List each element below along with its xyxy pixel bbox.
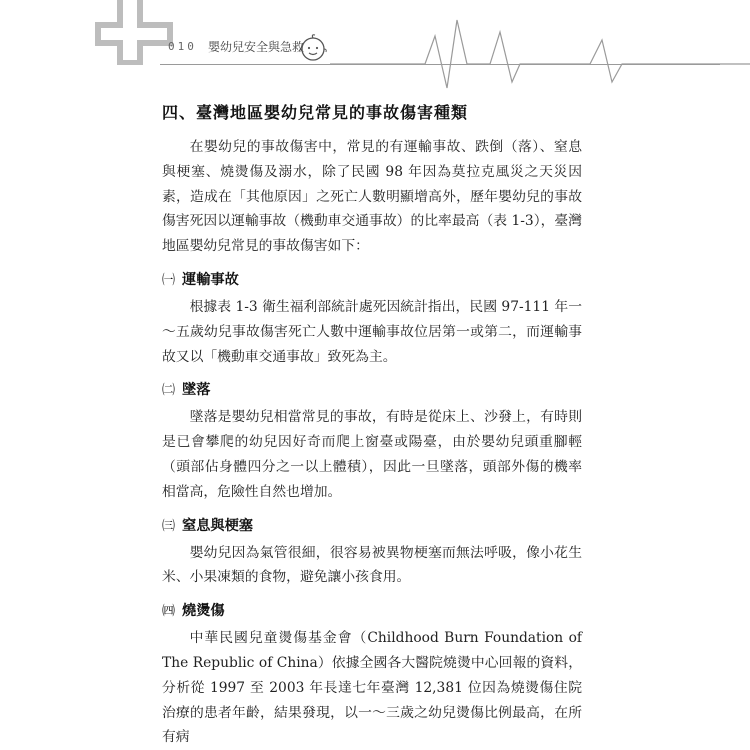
main-content: [162, 100, 582, 750]
section-title: 四、臺灣地區嬰幼兒常見的事故傷害種類: [162, 103, 469, 122]
cross-decoration-icon: [95, 0, 175, 65]
subsection-choking: [162, 515, 582, 591]
subsection-body: 中華民國兒童燙傷基金會（Childhood Burn Foundation of The Republic of China）依據全國各大醫院燒燙中心回報的資料，分析從 1997 至 2003 年長達七年臺灣 12,381 位因為燒燙傷住院治療的患者年齡，結果發現，以一～三歲之幼兒燙傷比例最高，在所有病: [162, 630, 582, 746]
subsection-number: ㈡: [162, 383, 176, 399]
subsection-title: 運輸事故: [182, 271, 239, 288]
header-divider: [160, 64, 720, 65]
subsection-title: 燒燙傷: [182, 603, 225, 620]
subsection-heading: [162, 379, 582, 399]
subsection-heading: [162, 515, 582, 535]
subsection-heading: [162, 269, 582, 289]
subsection-body: 嬰幼兒因為氣管很細，很容易被異物梗塞而無法呼吸，像小花生米、小果凍類的食物，避免讓小孩食用。: [162, 544, 582, 586]
subsection-falls: [162, 379, 582, 504]
subsection-number: ㈢: [162, 518, 176, 534]
book-title: 嬰幼兒安全與急救: [208, 40, 305, 54]
baby-face-icon: [296, 32, 330, 62]
subsection-body: 根據表 1-3 衛生福利部統計處死因統計指出，民國 97-111 年一～五歲幼兒事故傷害死亡人數中運輸事故位居第一或第二，而運輸事故又以「機動車交通事故」致死為主。: [162, 298, 582, 365]
subsection-transport: [162, 269, 582, 369]
page-number: 010: [168, 40, 197, 53]
subsection-number: ㈠: [162, 272, 176, 288]
subsection-title: 墜落: [182, 382, 211, 399]
heartbeat-line-icon: [330, 10, 750, 90]
subsection-body: 墜落是嬰幼兒相當常見的事故，有時是從床上、沙發上，有時則是已會攀爬的幼兒因好奇而爬上窗臺或陽臺，由於嬰幼兒頭重腳輕（頭部佔身體四分之一以上體積），因此一旦墜落，頭部外傷的機率相當高，危險性自然也增加。: [162, 409, 582, 500]
subsection-burns: [162, 600, 582, 750]
subsection-title: 窒息與梗塞: [182, 517, 253, 534]
subsection-number: ㈣: [162, 604, 176, 620]
intro-paragraph: 在嬰幼兒的事故傷害中，常見的有運輸事故、跌倒（落）、窒息與梗塞、燒燙傷及溺水，除了民國 98 年因為莫拉克風災之天災因素，造成在「其他原因」之死亡人數明顯增高外，歷年嬰幼兒的事故傷害死因以運輸事故（機動車交通事故）的比率最高（表 1-3），臺灣地區嬰幼兒常見的事故傷害如下：: [162, 139, 582, 255]
subsection-heading: [162, 600, 582, 620]
